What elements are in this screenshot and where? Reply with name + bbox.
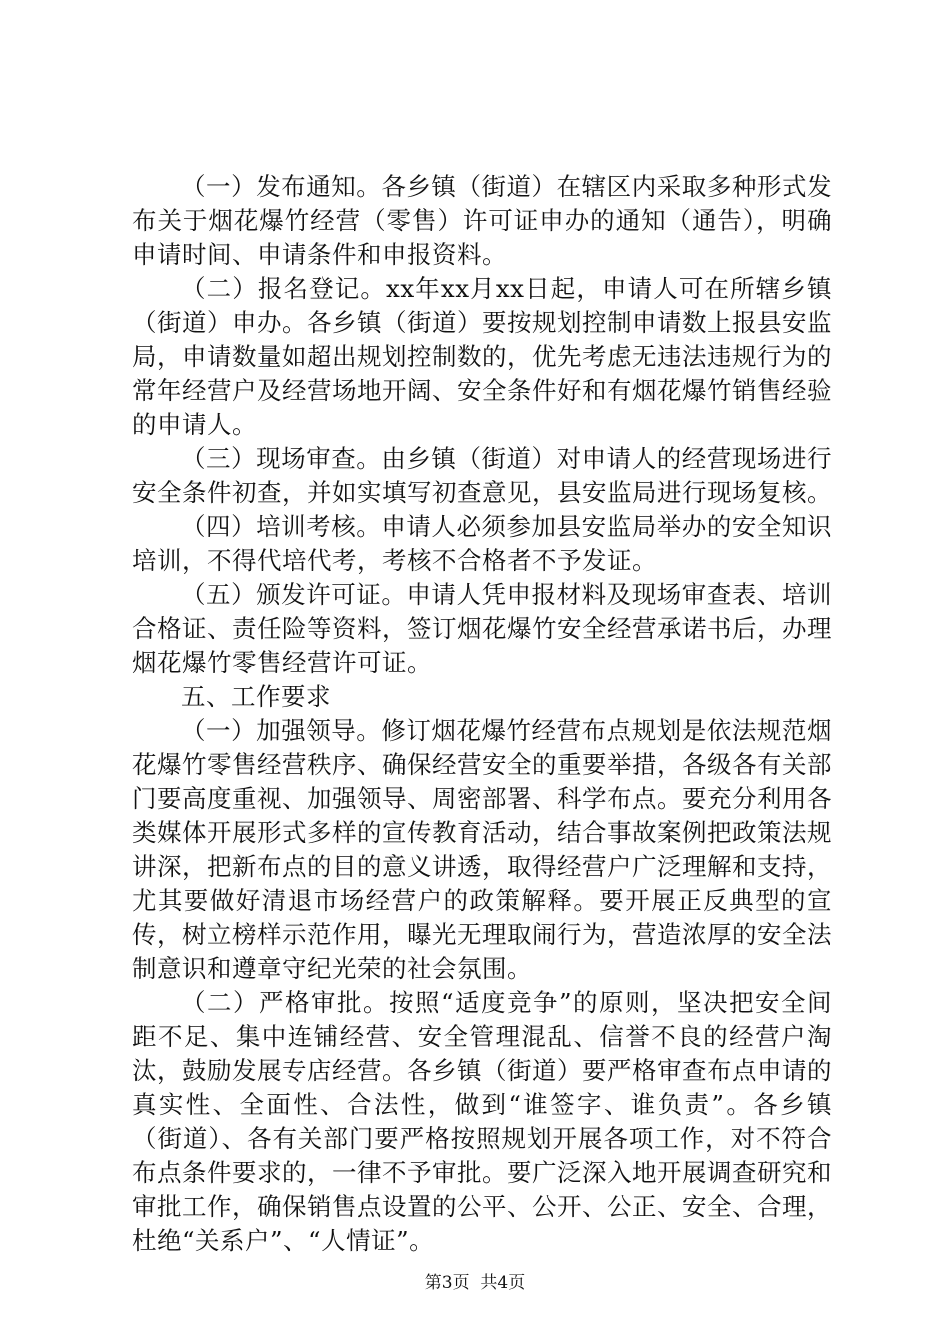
paragraph-training-exam: （四）培训考核。申请人必须参加县安监局举办的安全知识培训，不得代培代考，考核不合格者不予发证。 — [132, 512, 832, 575]
paragraph-strengthen-leadership: （一）加强领导。修订烟花爆竹经营布点规划是依法规范烟花爆竹零售经营秩序、确保经营安全的重要举措，各级各有关部门要高度重视、加强领导、周密部署、科学布点。要充分利用各类媒体开展形式多样的宣传教育活动，结合事故案例把政策法规讲深，把新布点的目的意义讲透，取得经营户广泛理解和支持，尤其要做好清退市场经营户的政策解释。要开展正反典型的宣传，树立榜样示范作用，曝光无理取闹行为，营造浓厚的安全法制意识和遵章守纪光荣的社会氛围。 — [132, 716, 832, 983]
page-footer — [0, 1272, 950, 1294]
page-number-label: 第3页 共4页 — [424, 1273, 526, 1293]
section-heading-work-requirements: 五、工作要求 — [181, 682, 331, 711]
paragraph-site-review: （三）现场审查。由乡镇（街道）对申请人的经营现场进行安全条件初查，并如实填写初查意见，县安监局进行现场复核。 — [132, 444, 832, 507]
paragraph-strict-approval: （二）严格审批。按照“适度竞争”的原则，坚决把安全间距不足、集中连铺经营、安全管理混乱、信誉不良的经营户淘汰，鼓励发展专店经营。各乡镇（街道）要严格审查布点申请的真实性、全面性、合法性，做到“谁签字、谁负责”。各乡镇（街道）、各有关部门要严格按照规划开展各项工作，对不符合布点条件要求的，一律不予审批。要广泛深入地开展调查研究和审批工作，确保销售点设置的公平、公开、公正、安全、合理，杜绝“关系户”、“人情证”。 — [132, 988, 832, 1255]
paragraph-publish-notice: （一）发布通知。各乡镇（街道）在辖区内采取多种形式发布关于烟花爆竹经营（零售）许可证申办的通知（通告），明确申请时间、申请条件和申报资料。 — [132, 172, 832, 269]
paragraph-issue-license: （五）颁发许可证。申请人凭申报材料及现场审查表、培训合格证、责任险等资料，签订烟花爆竹安全经营承诺书后，办理烟花爆竹零售经营许可证。 — [132, 580, 832, 677]
document-body — [132, 170, 832, 1258]
paragraph-registration: （二）报名登记。xx年xx月xx日起，申请人可在所辖乡镇（街道）申办。各乡镇（街道）要按规划控制申请数上报县安监局，申请数量如超出规划控制数的，优先考虑无违法违规行为的常年经营户及经营场地开阔、安全条件好和有烟花爆竹销售经验的申请人。 — [132, 274, 832, 439]
